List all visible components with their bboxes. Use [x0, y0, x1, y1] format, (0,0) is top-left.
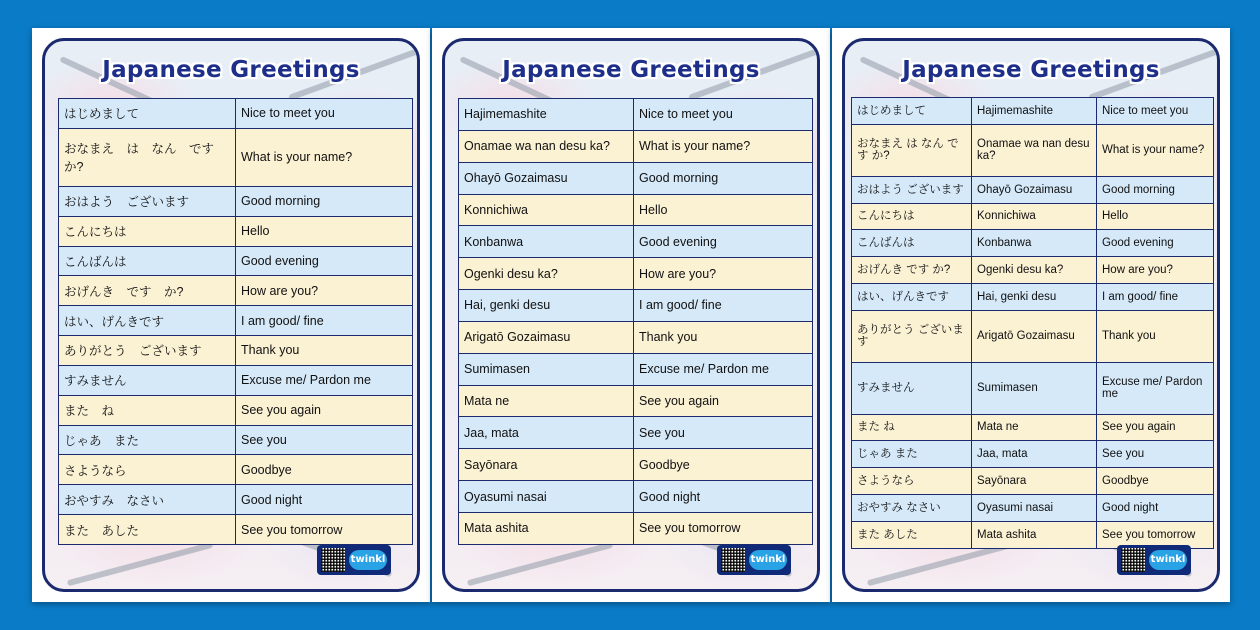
cell-english: See you again [1097, 414, 1214, 441]
table-row [459, 449, 813, 481]
greetings-table [58, 98, 413, 545]
cell-english: Good morning [1097, 176, 1214, 203]
cell-kana: おげんき です か? [59, 276, 236, 306]
cell-kana3: おはよう ございます [852, 176, 972, 203]
brand-label: twinkl [349, 550, 387, 570]
cell-english: Good evening [236, 246, 413, 276]
table-row [59, 455, 413, 485]
cell-english: See you tomorrow [236, 515, 413, 545]
cell-english: See you tomorrow [634, 512, 813, 544]
cell-english: See you again [236, 395, 413, 425]
cell-english: See you again [634, 385, 813, 417]
cell-english: Thank you [634, 321, 813, 353]
table-row [59, 395, 413, 425]
cell-kana3: はい、げんきです [852, 284, 972, 311]
cell-kana: じゃあ また [59, 425, 236, 455]
cell-romaji: Mata ashita [972, 522, 1097, 549]
cell-kana: さようなら [59, 455, 236, 485]
cell-romaji: Hai, genki desu [459, 290, 634, 322]
table-row [59, 276, 413, 306]
cell-romaji: Jaa, mata [459, 417, 634, 449]
cell-kana3: おやすみ なさい [852, 495, 972, 522]
table-row [459, 130, 813, 162]
cell-romaji: Onamae wa nan desu ka? [459, 130, 634, 162]
cell-english: Good morning [634, 162, 813, 194]
sheet-title: Japanese Greetings [102, 57, 360, 83]
table-row [59, 515, 413, 545]
cell-english: How are you? [1097, 257, 1214, 284]
table-row [852, 257, 1214, 284]
table-row [459, 162, 813, 194]
table-row [59, 99, 413, 129]
worksheet-romaji [432, 28, 830, 602]
cell-romaji: Sumimasen [459, 353, 634, 385]
table-row [852, 414, 1214, 441]
cell-kana: また ね [59, 395, 236, 425]
cell-english: Good night [1097, 495, 1214, 522]
table-row [852, 362, 1214, 414]
cell-english: See you tomorrow [1097, 522, 1214, 549]
table-row [852, 495, 1214, 522]
worksheet-frame [842, 38, 1220, 592]
cell-romaji: Hajimemashite [459, 99, 634, 131]
cell-romaji: Sayōnara [459, 449, 634, 481]
cell-english: I am good/ fine [236, 306, 413, 336]
cell-romaji: Oyasumi nasai [972, 495, 1097, 522]
cell-english: See you [1097, 441, 1214, 468]
table-row [459, 385, 813, 417]
cell-kana: おなまえ は なん です か? [59, 128, 236, 186]
table-row [59, 485, 413, 515]
twinkl-logo-icon [1117, 545, 1191, 575]
cell-kana3: すみません [852, 362, 972, 414]
table-row [459, 512, 813, 544]
cell-kana3: おなまえ は なん です か? [852, 124, 972, 176]
cell-english: What is your name? [1097, 124, 1214, 176]
cell-english: Goodbye [1097, 468, 1214, 495]
qr-code-icon [721, 548, 745, 572]
cell-kana3: こんばんは [852, 230, 972, 257]
cell-kana: また あした [59, 515, 236, 545]
cell-english: Hello [236, 216, 413, 246]
table-row [459, 481, 813, 513]
cell-kana: すみません [59, 365, 236, 395]
worksheet-frame [442, 38, 820, 592]
cell-english: See you [634, 417, 813, 449]
cell-english: I am good/ fine [1097, 284, 1214, 311]
cell-romaji: Jaa, mata [972, 441, 1097, 468]
cell-english: What is your name? [236, 128, 413, 186]
cell-english: Hello [634, 194, 813, 226]
table-row [459, 290, 813, 322]
table-row [459, 226, 813, 258]
sheet-title: Japanese Greetings [502, 57, 760, 83]
table-row [59, 336, 413, 366]
cell-english: Good night [236, 485, 413, 515]
cell-english: Good morning [236, 186, 413, 216]
cell-english: Excuse me/ Pardon me [634, 353, 813, 385]
cell-kana3: ありがとう ございます [852, 311, 972, 363]
table-row [59, 365, 413, 395]
table-row [59, 216, 413, 246]
cell-kana3: また あした [852, 522, 972, 549]
cell-romaji: Hai, genki desu [972, 284, 1097, 311]
brand-label: twinkl [749, 550, 787, 570]
cell-kana3: こんにちは [852, 203, 972, 230]
table-row [852, 311, 1214, 363]
table-row [852, 176, 1214, 203]
table-row [59, 128, 413, 186]
table-row [459, 99, 813, 131]
cell-kana: おはよう ございます [59, 186, 236, 216]
table-row [852, 124, 1214, 176]
cell-kana: はい、げんきです [59, 306, 236, 336]
table-row [852, 284, 1214, 311]
cell-english: Nice to meet you [236, 99, 413, 129]
cell-romaji: Konbanwa [459, 226, 634, 258]
table-row [59, 425, 413, 455]
cell-romaji: Arigatō Gozaimasu [972, 311, 1097, 363]
cell-romaji: Oyasumi nasai [459, 481, 634, 513]
greetings-table [458, 98, 813, 545]
cell-romaji: Konbanwa [972, 230, 1097, 257]
table-row [59, 186, 413, 216]
cell-kana3: じゃあ また [852, 441, 972, 468]
sheet-title: Japanese Greetings [902, 57, 1160, 83]
cell-kana3: さようなら [852, 468, 972, 495]
cell-romaji: Hajimemashite [972, 98, 1097, 125]
cell-romaji: Konnichiwa [459, 194, 634, 226]
table-row [459, 258, 813, 290]
cell-romaji: Ohayō Gozaimasu [459, 162, 634, 194]
cell-english: I am good/ fine [634, 290, 813, 322]
twinkl-logo-icon [317, 545, 391, 575]
table-row [459, 353, 813, 385]
greetings-table [851, 97, 1214, 549]
cell-english: Good night [634, 481, 813, 513]
cell-kana3: おげんき です か? [852, 257, 972, 284]
cell-romaji: Mata ne [459, 385, 634, 417]
cell-romaji: Arigatō Gozaimasu [459, 321, 634, 353]
table-row [852, 230, 1214, 257]
qr-code-icon [1121, 548, 1145, 572]
table-row [852, 203, 1214, 230]
worksheet-frame [42, 38, 420, 592]
cell-romaji: Mata ashita [459, 512, 634, 544]
cell-english: Goodbye [236, 455, 413, 485]
cell-english: Nice to meet you [1097, 98, 1214, 125]
table-row [459, 417, 813, 449]
worksheet-kana [32, 28, 430, 602]
cell-english: What is your name? [634, 130, 813, 162]
twinkl-logo-icon [717, 545, 791, 575]
cell-romaji: Ogenki desu ka? [459, 258, 634, 290]
cell-kana: こんばんは [59, 246, 236, 276]
table-row [852, 441, 1214, 468]
cell-kana3: はじめまして [852, 98, 972, 125]
cell-kana3: また ね [852, 414, 972, 441]
brand-label: twinkl [1149, 550, 1187, 570]
cell-kana: こんにちは [59, 216, 236, 246]
worksheet-combined [832, 28, 1230, 602]
table-row [59, 306, 413, 336]
cell-english: Thank you [236, 336, 413, 366]
cell-romaji: Ogenki desu ka? [972, 257, 1097, 284]
table-row [852, 98, 1214, 125]
cell-romaji: Sayōnara [972, 468, 1097, 495]
cell-kana: おやすみ なさい [59, 485, 236, 515]
table-row [459, 321, 813, 353]
cell-english: Hello [1097, 203, 1214, 230]
cell-romaji: Onamae wa nan desu ka? [972, 124, 1097, 176]
cell-romaji: Ohayō Gozaimasu [972, 176, 1097, 203]
cell-english: How are you? [634, 258, 813, 290]
cell-romaji: Mata ne [972, 414, 1097, 441]
cell-english: Thank you [1097, 311, 1214, 363]
cell-romaji: Konnichiwa [972, 203, 1097, 230]
cell-english: Excuse me/ Pardon me [1097, 362, 1214, 414]
cell-english: Goodbye [634, 449, 813, 481]
qr-code-icon [321, 548, 345, 572]
cell-english: Nice to meet you [634, 99, 813, 131]
table-row [852, 468, 1214, 495]
table-row [59, 246, 413, 276]
cell-kana: ありがとう ございます [59, 336, 236, 366]
cell-english: Good evening [634, 226, 813, 258]
cell-english: How are you? [236, 276, 413, 306]
cell-english: Good evening [1097, 230, 1214, 257]
cell-kana: はじめまして [59, 99, 236, 129]
cell-romaji: Sumimasen [972, 362, 1097, 414]
cell-english: See you [236, 425, 413, 455]
cell-english: Excuse me/ Pardon me [236, 365, 413, 395]
table-row [459, 194, 813, 226]
